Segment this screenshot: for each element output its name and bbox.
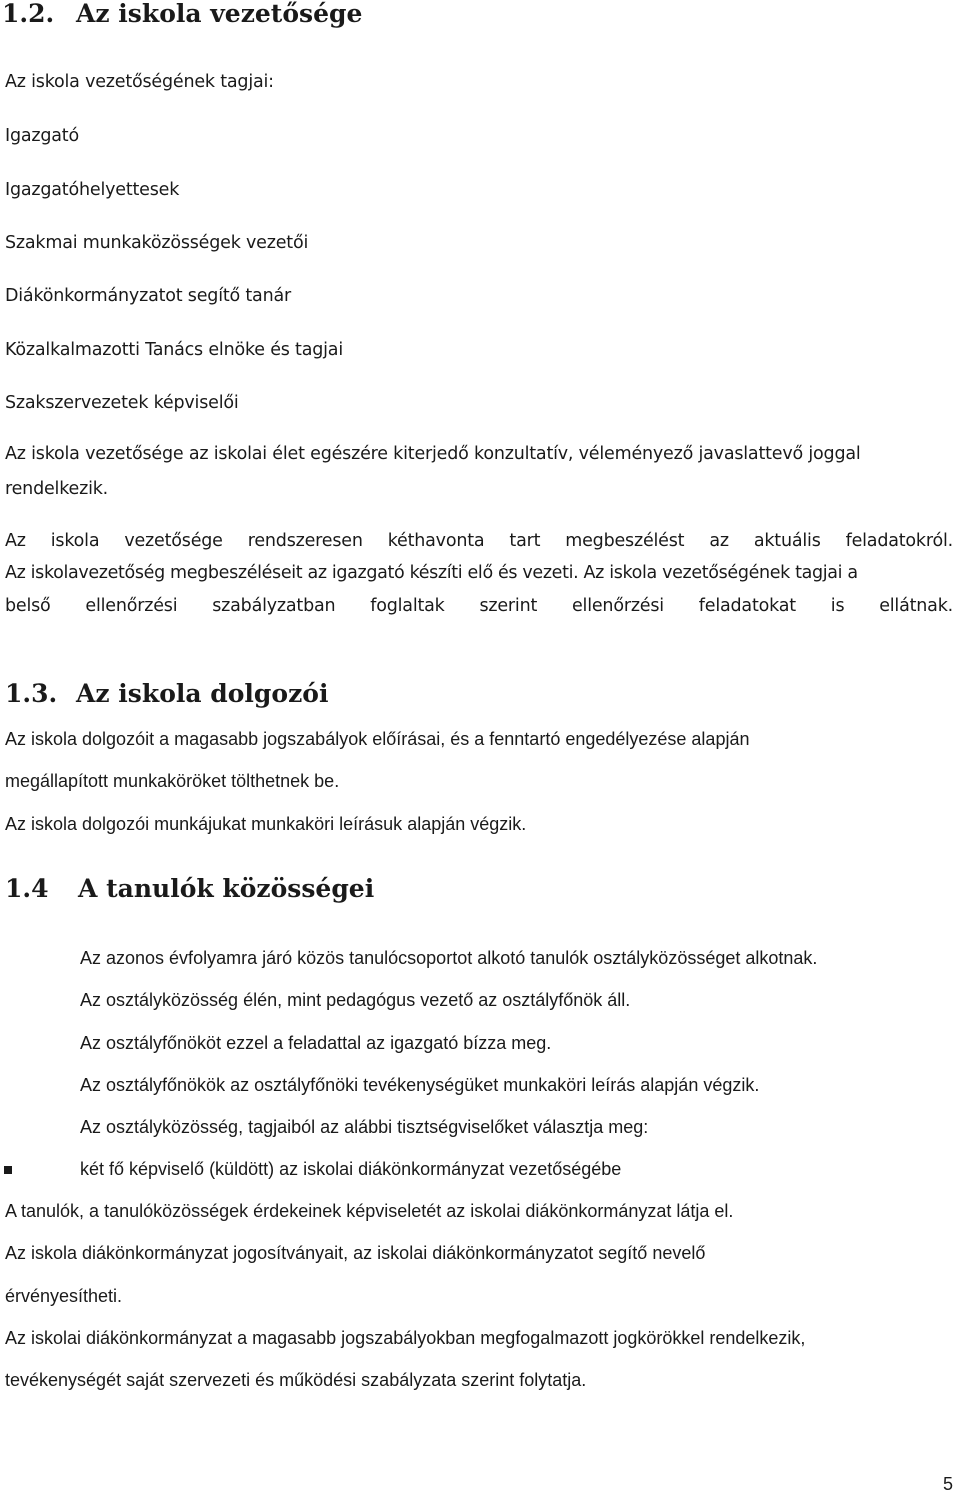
paragraph-line: rendelkezik. bbox=[5, 479, 109, 499]
paragraph-line: Igazgató bbox=[5, 126, 79, 146]
section-title: Az iskola dolgozói bbox=[76, 679, 329, 708]
indented-line: Az azonos évfolyamra járó közös tanulócsoportot alkotó tanulók osztályközösséget alkotnak. bbox=[80, 948, 818, 968]
indented-line: Az osztályfőnököt ezzel a feladattal az igazgató bízza meg. bbox=[80, 1033, 552, 1053]
paragraph-line: belső ellenőrzési szabályzatban foglaltak szerint ellenőrzési feladatokat is ellátnak. bbox=[5, 596, 953, 616]
section-title: Az iskola vezetősége bbox=[76, 0, 363, 28]
paragraph-line: A tanulók, a tanulóközösségek érdekeinek képviseletét az iskolai diákönkormányzat látja el. bbox=[5, 1201, 734, 1221]
paragraph-line: Szakmai munkaközösségek vezetői bbox=[5, 233, 309, 253]
indented-line: Az osztályközösség, tagjaiból az alábbi tisztségviselőket választja meg: bbox=[80, 1117, 649, 1137]
paragraph-line: Diákönkormányzatot segítő tanár bbox=[5, 286, 291, 306]
paragraph-line: Az iskola dolgozói munkájukat munkaköri leírásuk alapján végzik. bbox=[5, 814, 527, 834]
section-heading-1-4 bbox=[5, 874, 374, 903]
indented-line: Az osztályfőnökök az osztályfőnöki tevékenységüket munkaköri leírás alapján végzik. bbox=[80, 1075, 760, 1095]
paragraph-line: Az iskola diákönkormányzat jogosítványait, az iskolai diákönkormányzatot segítő nevelő bbox=[5, 1243, 706, 1263]
paragraph-line: Közalkalmazotti Tanács elnöke és tagjai bbox=[5, 340, 343, 360]
paragraph-line: megállapított munkaköröket tölthetnek be. bbox=[5, 771, 340, 791]
section-title: A tanulók közösségei bbox=[78, 874, 375, 903]
bullet-item: két fő képviselő (küldött) az iskolai diákönkormányzat vezetőségébe bbox=[80, 1159, 622, 1179]
paragraph-line: Igazgatóhelyettesek bbox=[5, 180, 180, 200]
paragraph-line: Az iskolai diákönkormányzat a magasabb jogszabályokban megfogalmazott jogkörökkel rendelkezik, bbox=[5, 1328, 806, 1348]
page-number: 5 bbox=[943, 1474, 954, 1494]
paragraph-line: Az iskola dolgozóit a magasabb jogszabályok előírásai, és a fenntartó engedélyezése alapján bbox=[5, 729, 750, 749]
section-number: 1.2. bbox=[2, 0, 55, 28]
section-number: 1.3. bbox=[5, 679, 58, 708]
paragraph-line: Az iskola vezetőségének tagjai: bbox=[5, 72, 274, 92]
section-heading-1-3 bbox=[5, 679, 328, 708]
paragraph-line: Szakszervezetek képviselői bbox=[5, 393, 239, 413]
square-bullet-icon bbox=[4, 1166, 12, 1174]
section-heading-1-2 bbox=[2, 0, 362, 28]
indented-line: Az osztályközösség élén, mint pedagógus vezető az osztályfőnök áll. bbox=[80, 990, 631, 1010]
section-number: 1.4 bbox=[5, 874, 49, 903]
paragraph-line: Az iskolavezetőség megbeszéléseit az igazgató készíti elő és vezeti. Az iskola vezetőségének tagjai a bbox=[5, 563, 858, 583]
paragraph-line: Az iskola vezetősége rendszeresen kéthavonta tart megbeszélést az aktuális feladatokról. bbox=[5, 531, 953, 551]
paragraph-line: érvényesítheti. bbox=[5, 1286, 123, 1306]
paragraph-line: tevékenységét saját szervezeti és működési szabályzata szerint folytatja. bbox=[5, 1370, 587, 1390]
paragraph-line: Az iskola vezetősége az iskolai élet egészére kiterjedő konzultatív, véleményező javaslattevő joggal bbox=[5, 444, 861, 464]
